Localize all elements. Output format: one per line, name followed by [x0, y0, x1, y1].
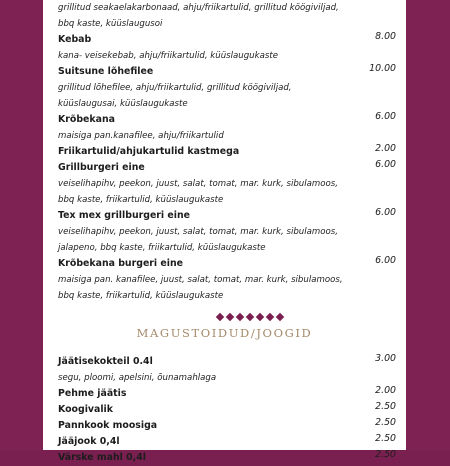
menu-item-description-text: küüslaugusai, küüslaugukaste — [58, 99, 188, 109]
menu-item-description-text: bbq kaste, küüslaugusoi — [58, 19, 163, 29]
menu-item-price: 2.50 — [375, 417, 396, 428]
diamond-icon — [226, 313, 234, 321]
menu-item-name: Värske mahl 0,4l — [58, 452, 146, 463]
menu-item-name: Friikartulid/ahjukartulid kastmega — [58, 146, 240, 157]
menu-item-price: 6.00 — [375, 207, 396, 218]
menu-item-name: Grillburgeri eine — [58, 162, 145, 173]
diamond-divider — [216, 312, 284, 322]
menu-item-price: 10.00 — [369, 63, 396, 74]
diamond-icon — [236, 313, 244, 321]
menu-item-price: 2.00 — [375, 143, 396, 154]
menu-item-name: Krõbekana burgeri eine — [58, 258, 184, 269]
menu-item-description — [58, 0, 396, 13]
menu-page — [43, 0, 406, 463]
menu-item-price: 6.00 — [375, 111, 396, 122]
menu-list-mains — [58, 0, 396, 301]
menu-item-name: Pannkook moosiga — [58, 420, 158, 431]
menu-item-name: Suitsune lõhefilee — [58, 66, 154, 77]
menu-item-description-text: bbq kaste, friikartulid, küüslaugukaste — [58, 195, 224, 205]
menu-item-description — [58, 367, 396, 383]
menu-item — [58, 157, 396, 173]
right-border — [406, 0, 450, 450]
menu-item — [58, 109, 396, 125]
menu-item-price: 2.50 — [375, 433, 396, 444]
menu-item — [58, 415, 396, 431]
menu-item — [58, 447, 396, 463]
menu-item-description-text: grillitud seakaelakarbonaad, ahju/friikartulid, grillitud köögiviljad, — [58, 3, 339, 13]
menu-item-name: Krõbekana — [58, 114, 115, 125]
menu-item-price: 8.00 — [375, 31, 396, 42]
menu-item-description — [58, 93, 396, 109]
menu-item-name: Kebab — [58, 34, 92, 45]
menu-item-description-text: maisiga pan.kanafilee, ahju/friikartulid — [58, 131, 224, 141]
menu-item-name: Pehme jäätis — [58, 388, 127, 399]
menu-item-price: 6.00 — [375, 159, 396, 170]
menu-item-description-text: grillitud lõhefilee, ahju/friikartulid, grillitud köögiviljad, — [58, 83, 292, 93]
menu-item-price: 2.00 — [375, 385, 396, 396]
menu-item-description-text: segu, ploomi, apelsini, õunamahlaga — [58, 373, 217, 383]
menu-item-description — [58, 13, 396, 29]
menu-item-description-text: kana- veisekebab, ahju/friikartulid, küüslaugukaste — [58, 51, 279, 61]
left-border — [0, 0, 43, 450]
menu-item-description — [58, 237, 396, 253]
menu-item-price: 2.50 — [375, 401, 396, 412]
menu-item-description — [58, 173, 396, 189]
menu-item-name: Koogivalik — [58, 404, 114, 415]
menu-item — [58, 205, 396, 221]
menu-item — [58, 141, 396, 157]
menu-item — [58, 399, 396, 415]
menu-item-description-text: veiselihapihv, peekon, juust, salat, tomat, mar. kurk, sibulamoos, — [58, 227, 339, 237]
diamond-icon — [256, 313, 264, 321]
menu-item-description — [58, 221, 396, 237]
menu-item-description — [58, 269, 396, 285]
menu-list-desserts-drinks — [58, 351, 396, 463]
menu-item-description-text: jalapeno, bbq kaste, friikartulid, küüslaugukaste — [58, 243, 266, 253]
menu-item-price: 6.00 — [375, 255, 396, 266]
diamond-icon — [216, 313, 224, 321]
menu-item-name: Tex mex grillburgeri eine — [58, 210, 191, 221]
menu-item — [58, 29, 396, 45]
menu-item — [58, 383, 396, 399]
menu-item-name: Jäätisekokteil 0.4l — [58, 356, 153, 367]
menu-item-description-text: bbq kaste, friikartulid, küüslaugukaste — [58, 291, 224, 301]
menu-item-description-text: maisiga pan. kanafilee, juust, salat, tomat, mar. kurk, sibulamoos, — [58, 275, 343, 285]
menu-item-description — [58, 189, 396, 205]
menu-item — [58, 431, 396, 447]
menu-item-description — [58, 285, 396, 301]
menu-item-description — [58, 77, 396, 93]
menu-item — [58, 351, 396, 367]
section-title: MAGUSTOIDUD/JOOGID — [136, 326, 313, 340]
menu-item-description — [58, 45, 396, 61]
menu-item-description — [58, 125, 396, 141]
diamond-icon — [246, 313, 254, 321]
menu-item-price: 2.50 — [375, 449, 396, 460]
diamond-icon — [266, 313, 274, 321]
menu-item-description-text: veiselihapihv, peekon, juust, salat, tomat, mar. kurk, sibulamoos, — [58, 179, 339, 189]
menu-item-name: Jääjook 0,4l — [58, 436, 120, 447]
menu-item-price: 3.00 — [375, 353, 396, 364]
menu-item — [58, 61, 396, 77]
diamond-icon — [276, 313, 284, 321]
menu-item — [58, 253, 396, 269]
